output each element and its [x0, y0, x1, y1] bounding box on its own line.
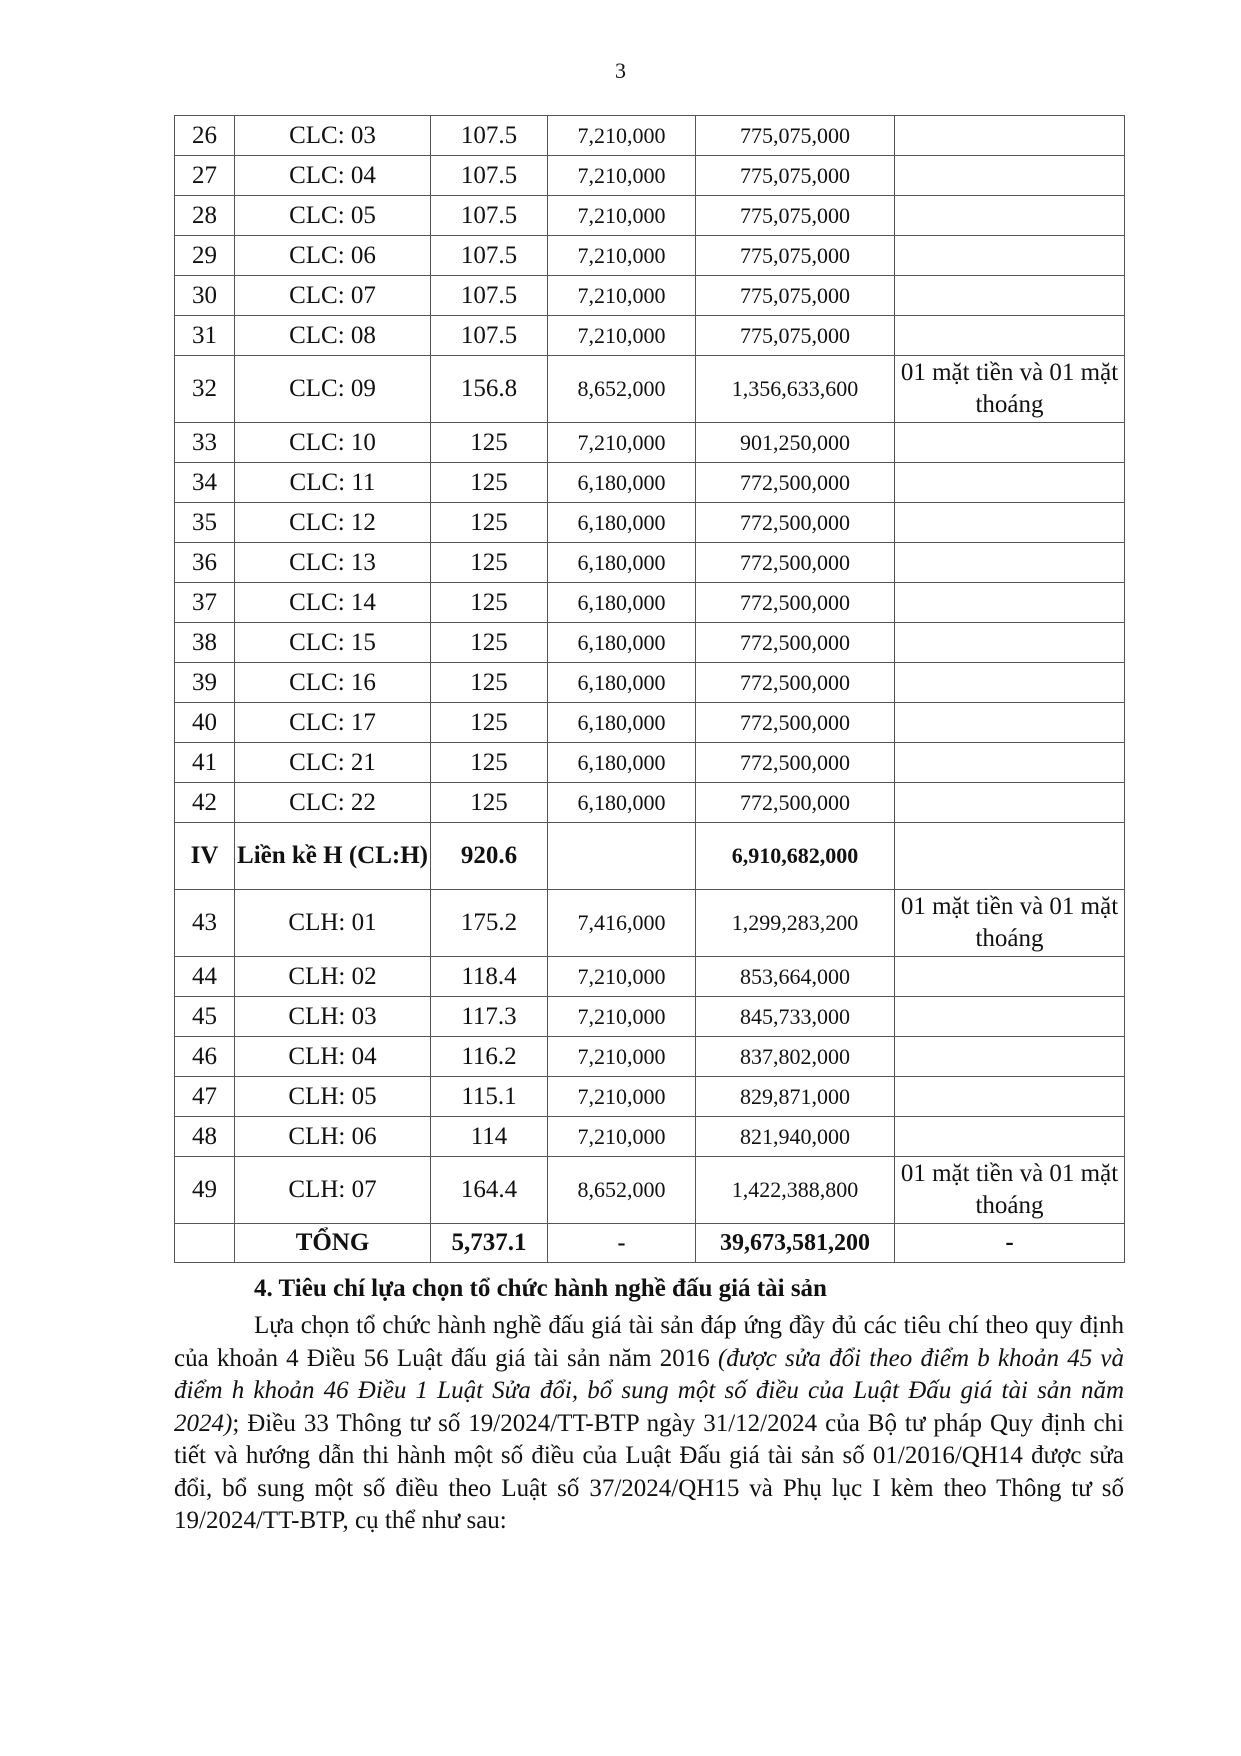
area-cell: 107.5 — [431, 276, 548, 316]
note-cell — [895, 316, 1125, 356]
amount-cell: 772,500,000 — [696, 663, 895, 703]
area-cell: 125 — [431, 503, 548, 543]
area-cell: 115.1 — [431, 1077, 548, 1117]
amount-cell: 772,500,000 — [696, 463, 895, 503]
unit-price-cell: 6,180,000 — [548, 543, 696, 583]
lot-cell: CLC: 16 — [235, 663, 431, 703]
lot-cell: CLH: 02 — [235, 957, 431, 997]
area-cell: 107.5 — [431, 316, 548, 356]
total-row — [175, 1224, 1125, 1263]
amount-cell: 821,940,000 — [696, 1117, 895, 1157]
lot-cell: CLC: 11 — [235, 463, 431, 503]
stt-cell: 27 — [175, 156, 235, 196]
amount-cell: 772,500,000 — [696, 703, 895, 743]
lot-cell: CLC: 12 — [235, 503, 431, 543]
amount-cell: 837,802,000 — [696, 1037, 895, 1077]
table-row — [175, 236, 1125, 276]
unit-price-cell: 7,210,000 — [548, 1077, 696, 1117]
unit-price-cell: 7,210,000 — [548, 423, 696, 463]
area-cell: 118.4 — [431, 957, 548, 997]
lot-cell: CLH: 05 — [235, 1077, 431, 1117]
area-cell: 125 — [431, 743, 548, 783]
unit-price-cell: 7,210,000 — [548, 316, 696, 356]
amount-cell: 39,673,581,200 — [696, 1224, 895, 1263]
unit-price-cell: 7,210,000 — [548, 957, 696, 997]
table-row — [175, 703, 1125, 743]
amount-cell: 845,733,000 — [696, 997, 895, 1037]
table-row — [175, 116, 1125, 156]
stt-cell: 41 — [175, 743, 235, 783]
table-row — [175, 356, 1125, 423]
amount-cell: 775,075,000 — [696, 236, 895, 276]
unit-price-cell: 7,210,000 — [548, 997, 696, 1037]
note-cell — [895, 116, 1125, 156]
page-number: 3 — [615, 58, 626, 83]
table-row — [175, 623, 1125, 663]
table-row — [175, 743, 1125, 783]
lot-cell: CLH: 01 — [235, 890, 431, 957]
stt-cell: 26 — [175, 116, 235, 156]
stt-cell: 48 — [175, 1117, 235, 1157]
amount-cell: 772,500,000 — [696, 583, 895, 623]
area-cell: 107.5 — [431, 116, 548, 156]
area-cell: 117.3 — [431, 997, 548, 1037]
stt-cell: 44 — [175, 957, 235, 997]
table-body — [175, 116, 1125, 1263]
note-cell — [895, 463, 1125, 503]
amount-cell: 775,075,000 — [696, 196, 895, 236]
unit-price-cell: 7,210,000 — [548, 156, 696, 196]
amount-cell: 6,910,682,000 — [696, 823, 895, 890]
note-cell: 01 mặt tiền và 01 mặt thoáng — [895, 356, 1125, 423]
lot-cell: CLC: 09 — [235, 356, 431, 423]
amount-cell: 772,500,000 — [696, 783, 895, 823]
lot-cell: TỔNG — [235, 1224, 431, 1263]
area-cell: 107.5 — [431, 156, 548, 196]
stt-cell: 49 — [175, 1157, 235, 1224]
stt-cell: IV — [175, 823, 235, 890]
note-cell — [895, 503, 1125, 543]
stt-cell: 29 — [175, 236, 235, 276]
amount-cell: 1,422,388,800 — [696, 1157, 895, 1224]
lot-cell: CLH: 06 — [235, 1117, 431, 1157]
unit-price-cell: 6,180,000 — [548, 463, 696, 503]
lot-cell: CLH: 04 — [235, 1037, 431, 1077]
unit-price-cell — [548, 823, 696, 890]
amount-cell: 775,075,000 — [696, 316, 895, 356]
amount-cell: 772,500,000 — [696, 543, 895, 583]
note-cell — [895, 1037, 1125, 1077]
stt-cell: 46 — [175, 1037, 235, 1077]
stt-cell: 28 — [175, 196, 235, 236]
table-row — [175, 663, 1125, 703]
lot-cell: Liền kề H (CL:H) — [235, 823, 431, 890]
area-cell: 125 — [431, 583, 548, 623]
unit-price-cell: - — [548, 1224, 696, 1263]
stt-cell: 43 — [175, 890, 235, 957]
lot-cell: CLC: 13 — [235, 543, 431, 583]
unit-price-cell: 6,180,000 — [548, 783, 696, 823]
table-row — [175, 583, 1125, 623]
stt-cell: 40 — [175, 703, 235, 743]
area-cell: 125 — [431, 783, 548, 823]
note-cell — [895, 196, 1125, 236]
unit-price-cell: 6,180,000 — [548, 743, 696, 783]
note-cell — [895, 156, 1125, 196]
table-row — [175, 957, 1125, 997]
area-cell: 125 — [431, 623, 548, 663]
group-row — [175, 823, 1125, 890]
table-row — [175, 997, 1125, 1037]
unit-price-cell: 7,210,000 — [548, 236, 696, 276]
note-cell — [895, 276, 1125, 316]
table-row — [175, 1117, 1125, 1157]
area-cell: 125 — [431, 703, 548, 743]
lot-cell: CLC: 05 — [235, 196, 431, 236]
stt-cell: 39 — [175, 663, 235, 703]
stt-cell: 37 — [175, 583, 235, 623]
area-cell: 164.4 — [431, 1157, 548, 1224]
note-cell — [895, 663, 1125, 703]
area-cell: 116.2 — [431, 1037, 548, 1077]
unit-price-cell: 7,210,000 — [548, 1037, 696, 1077]
unit-price-cell: 8,652,000 — [548, 356, 696, 423]
note-cell — [895, 957, 1125, 997]
area-cell: 156.8 — [431, 356, 548, 423]
lot-cell: CLC: 21 — [235, 743, 431, 783]
lot-cell: CLC: 14 — [235, 583, 431, 623]
table-row — [175, 1157, 1125, 1224]
stt-cell: 33 — [175, 423, 235, 463]
stt-cell: 36 — [175, 543, 235, 583]
area-cell: 920.6 — [431, 823, 548, 890]
stt-cell: 34 — [175, 463, 235, 503]
note-cell — [895, 623, 1125, 663]
area-cell: 125 — [431, 463, 548, 503]
lot-cell: CLH: 03 — [235, 997, 431, 1037]
area-cell: 125 — [431, 423, 548, 463]
note-cell: - — [895, 1224, 1125, 1263]
unit-price-cell: 6,180,000 — [548, 663, 696, 703]
table-row — [175, 890, 1125, 957]
amount-cell: 829,871,000 — [696, 1077, 895, 1117]
section-paragraph — [174, 1310, 1124, 1538]
stt-cell: 30 — [175, 276, 235, 316]
amount-cell: 772,500,000 — [696, 623, 895, 663]
lot-cell: CLC: 17 — [235, 703, 431, 743]
note-cell — [895, 823, 1125, 890]
unit-price-cell: 6,180,000 — [548, 623, 696, 663]
table-row — [175, 316, 1125, 356]
lot-cell: CLC: 08 — [235, 316, 431, 356]
area-cell: 107.5 — [431, 236, 548, 276]
unit-price-cell: 7,210,000 — [548, 276, 696, 316]
table-row — [175, 196, 1125, 236]
stt-cell: 32 — [175, 356, 235, 423]
stt-cell: 31 — [175, 316, 235, 356]
table-row — [175, 1037, 1125, 1077]
amount-cell: 775,075,000 — [696, 156, 895, 196]
amount-cell: 1,356,633,600 — [696, 356, 895, 423]
stt-cell — [175, 1224, 235, 1263]
stt-cell: 42 — [175, 783, 235, 823]
amount-cell: 775,075,000 — [696, 116, 895, 156]
asset-price-table — [174, 115, 1125, 1263]
unit-price-cell: 8,652,000 — [548, 1157, 696, 1224]
amount-cell: 772,500,000 — [696, 503, 895, 543]
note-cell — [895, 783, 1125, 823]
note-cell — [895, 703, 1125, 743]
note-cell — [895, 236, 1125, 276]
lot-cell: CLC: 22 — [235, 783, 431, 823]
lot-cell: CLC: 10 — [235, 423, 431, 463]
note-cell: 01 mặt tiền và 01 mặt thoáng — [895, 1157, 1125, 1224]
area-cell: 114 — [431, 1117, 548, 1157]
table-row — [175, 783, 1125, 823]
note-cell: 01 mặt tiền và 01 mặt thoáng — [895, 890, 1125, 957]
unit-price-cell: 7,210,000 — [548, 116, 696, 156]
amount-cell: 775,075,000 — [696, 276, 895, 316]
stt-cell: 35 — [175, 503, 235, 543]
lot-cell: CLH: 07 — [235, 1157, 431, 1224]
note-cell — [895, 1077, 1125, 1117]
area-cell: 107.5 — [431, 196, 548, 236]
note-cell — [895, 1117, 1125, 1157]
lot-cell: CLC: 03 — [235, 116, 431, 156]
amount-cell: 853,664,000 — [696, 957, 895, 997]
note-cell — [895, 743, 1125, 783]
unit-price-cell: 7,416,000 — [548, 890, 696, 957]
amount-cell: 1,299,283,200 — [696, 890, 895, 957]
selection-criteria-section — [174, 1272, 1124, 1538]
paragraph-italic-text: (được sửa đổi theo điểm b khoản 45 và điểm h khoản 46 Điều 1 Luật Sửa đổi, bổ sung một số điều của Luật Đấu giá tài sản năm 2024) — [174, 1344, 1124, 1437]
note-cell — [895, 423, 1125, 463]
table-row — [175, 276, 1125, 316]
lot-cell: CLC: 15 — [235, 623, 431, 663]
lot-cell: CLC: 04 — [235, 156, 431, 196]
area-cell: 125 — [431, 543, 548, 583]
section-heading: 4. Tiêu chí lựa chọn tổ chức hành nghề đấu giá tài sản — [254, 1275, 827, 1302]
area-cell: 5,737.1 — [431, 1224, 548, 1263]
note-cell — [895, 543, 1125, 583]
paragraph-text-1: Lựa chọn tổ chức hành nghề đấu giá tài sản đáp ứng đầy đủ các tiêu chí theo quy định của khoản 4 Điều 56 Luật đấu giá tài sản năm 2016 — [174, 1312, 1124, 1372]
unit-price-cell: 7,210,000 — [548, 1117, 696, 1157]
table-row — [175, 503, 1125, 543]
paragraph-text-2: ; Điều 33 Thông tư số 19/2024/TT-BTP ngày 31/12/2024 của Bộ tư pháp Quy định chi tiết và hướng dẫn thi hành một số điều của Luật Đấu giá tài sản số 01/2016/QH14 được sửa đổi, bổ sung một số điều theo Luật số 37/2024/QH15 và Phụ lục I kèm theo Thông tư số 19/2024/TT-BTP, cụ thể như sau: — [174, 1409, 1124, 1534]
table-row — [175, 543, 1125, 583]
lot-cell: CLC: 07 — [235, 276, 431, 316]
amount-cell: 901,250,000 — [696, 423, 895, 463]
table-row — [175, 463, 1125, 503]
lot-cell: CLC: 06 — [235, 236, 431, 276]
unit-price-cell: 7,210,000 — [548, 196, 696, 236]
stt-cell: 45 — [175, 997, 235, 1037]
stt-cell: 47 — [175, 1077, 235, 1117]
area-cell: 125 — [431, 663, 548, 703]
unit-price-cell: 6,180,000 — [548, 703, 696, 743]
amount-cell: 772,500,000 — [696, 743, 895, 783]
table-row — [175, 1077, 1125, 1117]
note-cell — [895, 997, 1125, 1037]
note-cell — [895, 583, 1125, 623]
unit-price-cell: 6,180,000 — [548, 503, 696, 543]
area-cell: 175.2 — [431, 890, 548, 957]
stt-cell: 38 — [175, 623, 235, 663]
table-row — [175, 423, 1125, 463]
unit-price-cell: 6,180,000 — [548, 583, 696, 623]
table-row — [175, 156, 1125, 196]
